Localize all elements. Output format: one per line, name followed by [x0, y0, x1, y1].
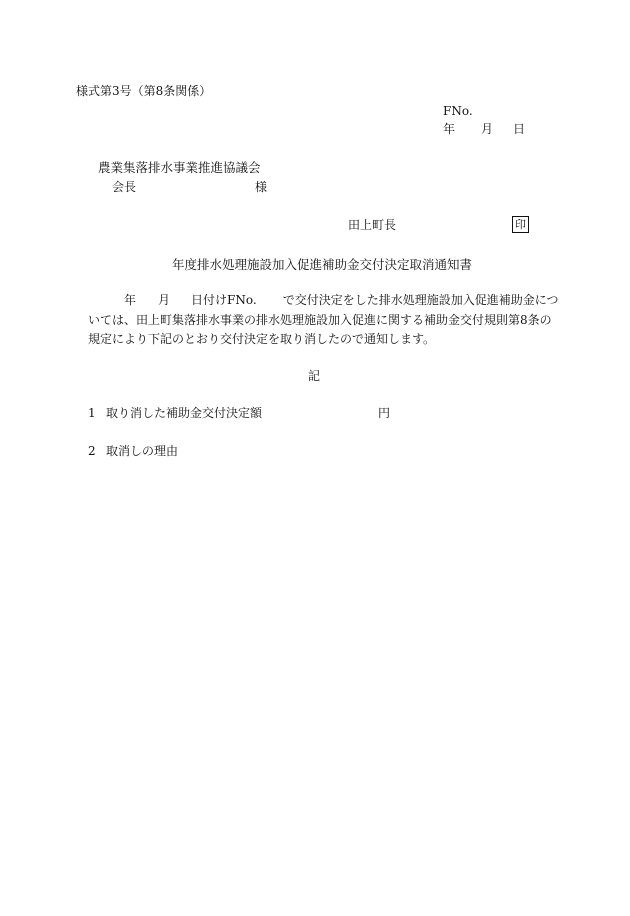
body-month: 月 — [158, 293, 171, 307]
item-2-number: 2 — [88, 444, 96, 458]
ki-heading: 記 — [308, 369, 321, 383]
item-1-unit: 円 — [378, 406, 391, 420]
item-1-text: 取り消した補助金交付決定額 — [106, 406, 263, 420]
body-line-1-rest: で交付決定をした排水処理施設加入促進補助金につ — [282, 293, 559, 307]
addressee-honorific: 様 — [255, 180, 268, 194]
fno-label: FNo. — [443, 104, 473, 118]
body-year: 年 — [124, 293, 137, 307]
document-title: 年度排水処理施設加入促進補助金交付決定取消通知書 — [172, 257, 473, 272]
date-line — [443, 122, 533, 136]
item-1-number: 1 — [88, 406, 96, 420]
body-line-3: 規定により下記のとおり交付決定を取り消したので通知します。 — [88, 332, 436, 346]
date-day: 日 — [513, 122, 526, 136]
body-line-1 — [88, 291, 559, 311]
seal-mark: 印 — [512, 216, 529, 233]
sender-name: 田上町長 — [348, 218, 397, 232]
date-year: 年 — [443, 122, 456, 136]
addressee-organization: 農業集落排水事業推進協議会 — [98, 160, 261, 175]
body-date-fno: 日付けFNo. — [191, 293, 257, 307]
body-paragraph — [88, 291, 559, 350]
item-2-text: 取消しの理由 — [106, 444, 179, 458]
addressee-title: 会長 — [112, 180, 137, 194]
body-line-2: いては、田上町集落排水事業の排水処理施設加入促進に関する補助金交付規則第8条の — [88, 312, 552, 327]
date-month: 月 — [481, 122, 494, 136]
form-label: 様式第3号（第8条関係） — [76, 84, 212, 98]
